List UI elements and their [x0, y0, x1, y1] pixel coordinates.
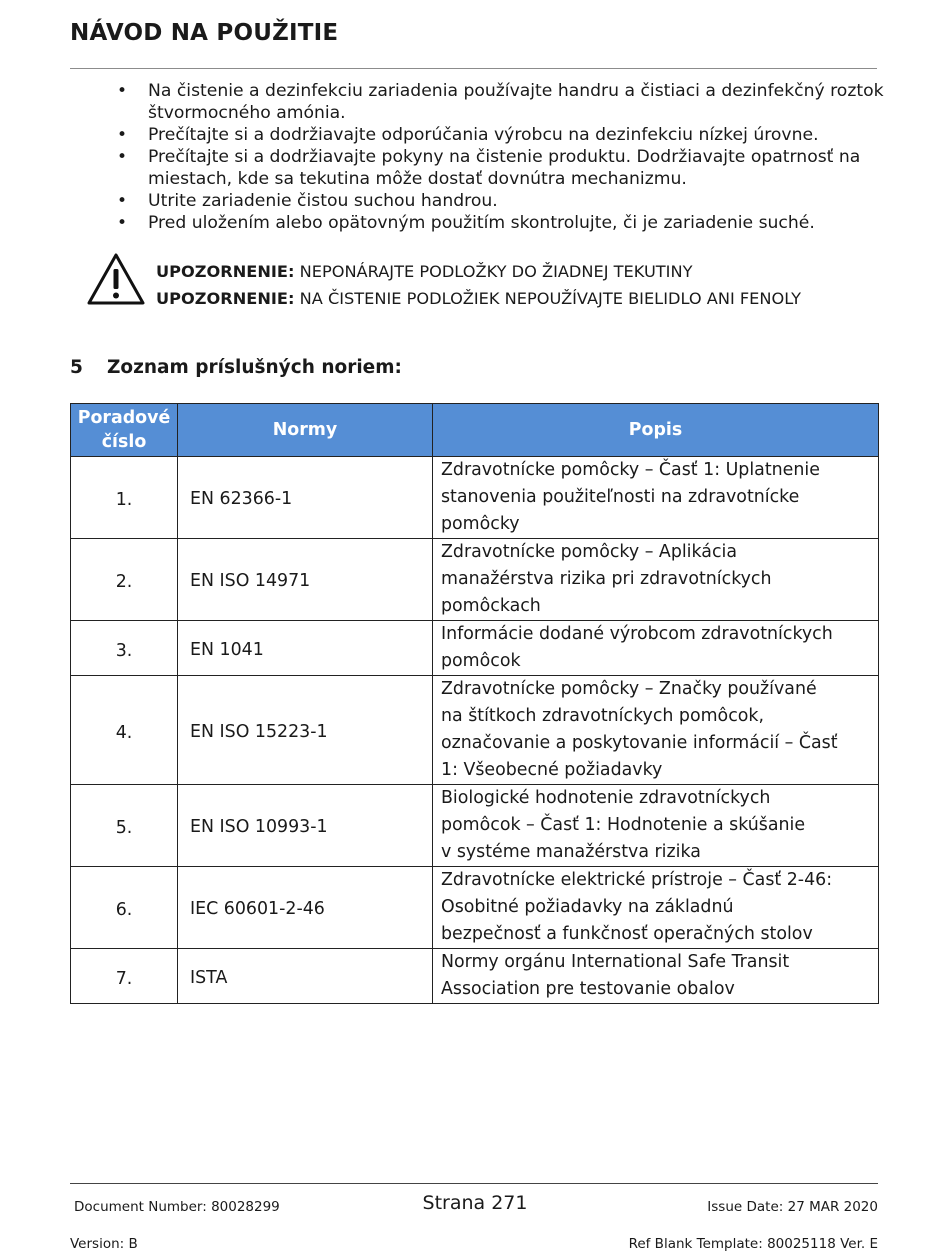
norm-cell: ISTA [178, 949, 433, 1004]
warning-line [156, 258, 801, 285]
description-line: Biologické hodnotenie zdravotníckych [441, 788, 771, 808]
description-line: Osobitné požiadavky na základnú [441, 897, 734, 917]
table-row [71, 621, 879, 676]
table-row [71, 867, 879, 949]
description-line: na štítkoch zdravotníckych pomôcok, [441, 706, 764, 726]
column-header-norms: Normy [178, 404, 433, 457]
list-item: • Pred uložením alebo opätovným použitím skontrolujte, či je zariadenie suché. [117, 212, 887, 234]
description-line: stanovenia použiteľnosti na zdravotnícke [441, 487, 800, 507]
row-number-cell: 5. [71, 785, 178, 867]
template-reference: Ref Blank Template: 80025118 Ver. E [628, 1236, 878, 1252]
list-item: • Na čistenie a dezinfekciu zariadenia používajte handru a čistiaci a dezinfekčný roztok štvormocného amónia. [117, 80, 887, 124]
table-row [71, 457, 879, 539]
warning-triangle-icon [86, 252, 146, 306]
cleaning-instructions-list [117, 80, 887, 234]
description-cell [433, 867, 879, 949]
page-title: NÁVOD NA POUŽITIE [70, 20, 339, 46]
description-line: pomôcok [441, 651, 521, 671]
page-number: Strana 271 [422, 1192, 528, 1214]
footer-divider [70, 1183, 878, 1184]
norm-cell: EN ISO 15223-1 [178, 676, 433, 785]
section-number: 5 [70, 357, 83, 378]
warning-label: UPOZORNENIE: [156, 289, 295, 308]
title-divider [70, 68, 877, 69]
description-line: 1: Všeobecné požiadavky [441, 760, 663, 780]
description-line: pomôcok – Časť 1: Hodnotenie a skúšanie [441, 815, 806, 835]
description-line: označovanie a poskytovanie informácií – Časť [441, 733, 838, 753]
table-row [71, 539, 879, 621]
description-line: Zdravotnícke elektrické prístroje – Časť 2-46: [441, 870, 833, 890]
row-number-cell: 4. [71, 676, 178, 785]
row-number-cell: 1. [71, 457, 178, 539]
description-line: manažérstva rizika pri zdravotníckych [441, 569, 772, 589]
warning-label: UPOZORNENIE: [156, 262, 295, 281]
table-row [71, 785, 879, 867]
norm-cell: IEC 60601-2-46 [178, 867, 433, 949]
description-cell [433, 621, 879, 676]
table-header-row [71, 404, 879, 457]
description-line: pomôckach [441, 596, 541, 616]
description-line: Zdravotnícke pomôcky – Značky používané [441, 679, 817, 699]
section-title: Zoznam príslušných noriem: [107, 357, 402, 378]
description-line: Zdravotnícke pomôcky – Časť 1: Uplatnenie [441, 460, 820, 480]
row-number-cell: 3. [71, 621, 178, 676]
section-heading [70, 357, 402, 378]
description-line: Association pre testovanie obalov [441, 979, 735, 999]
norm-cell: EN ISO 10993-1 [178, 785, 433, 867]
list-item: • Prečítajte si a dodržiavajte pokyny na čistenie produktu. Dodržiavajte opatrnosť na miestach, kde sa tekutina môže dostať dovnútra mechanizmu. [117, 146, 887, 190]
description-cell [433, 676, 879, 785]
warning-text: NA ČISTENIE PODLOŽIEK NEPOUŽÍVAJTE BIELIDLO ANI FENOLY [299, 289, 802, 308]
description-line: pomôcky [441, 514, 520, 534]
norm-cell: EN ISO 14971 [178, 539, 433, 621]
description-line: Zdravotnícke pomôcky – Aplikácia [441, 542, 737, 562]
issue-date: Issue Date: 27 MAR 2020 [707, 1199, 878, 1215]
description-cell [433, 949, 879, 1004]
description-cell [433, 457, 879, 539]
description-cell [433, 785, 879, 867]
norm-cell: EN 62366-1 [178, 457, 433, 539]
list-item: • Utrite zariadenie čistou suchou handrou. [117, 190, 887, 212]
column-header-number: Poradové číslo [71, 404, 178, 457]
description-cell [433, 539, 879, 621]
row-number-cell: 6. [71, 867, 178, 949]
column-header-description: Popis [433, 404, 879, 457]
warning-text: NEPONÁRAJTE PODLOŽKY DO ŽIADNEJ TEKUTINY [299, 262, 693, 281]
list-item: • Prečítajte si a dodržiavajte odporúčania výrobcu na dezinfekciu nízkej úrovne. [117, 124, 887, 146]
description-line: Informácie dodané výrobcom zdravotníckych [441, 624, 833, 644]
table-row [71, 949, 879, 1004]
description-line: bezpečnosť a funkčnosť operačných stolov [441, 924, 813, 944]
norm-cell: EN 1041 [178, 621, 433, 676]
table-row [71, 676, 879, 785]
row-number-cell: 7. [71, 949, 178, 1004]
description-line: v systéme manažérstva rizika [441, 842, 701, 862]
warnings-block [156, 258, 801, 312]
standards-table [70, 403, 879, 1004]
version: Version: B [70, 1236, 138, 1252]
warning-line [156, 285, 801, 312]
row-number-cell: 2. [71, 539, 178, 621]
description-line: Normy orgánu International Safe Transit [441, 952, 790, 972]
document-number: Document Number: 80028299 [74, 1199, 280, 1215]
